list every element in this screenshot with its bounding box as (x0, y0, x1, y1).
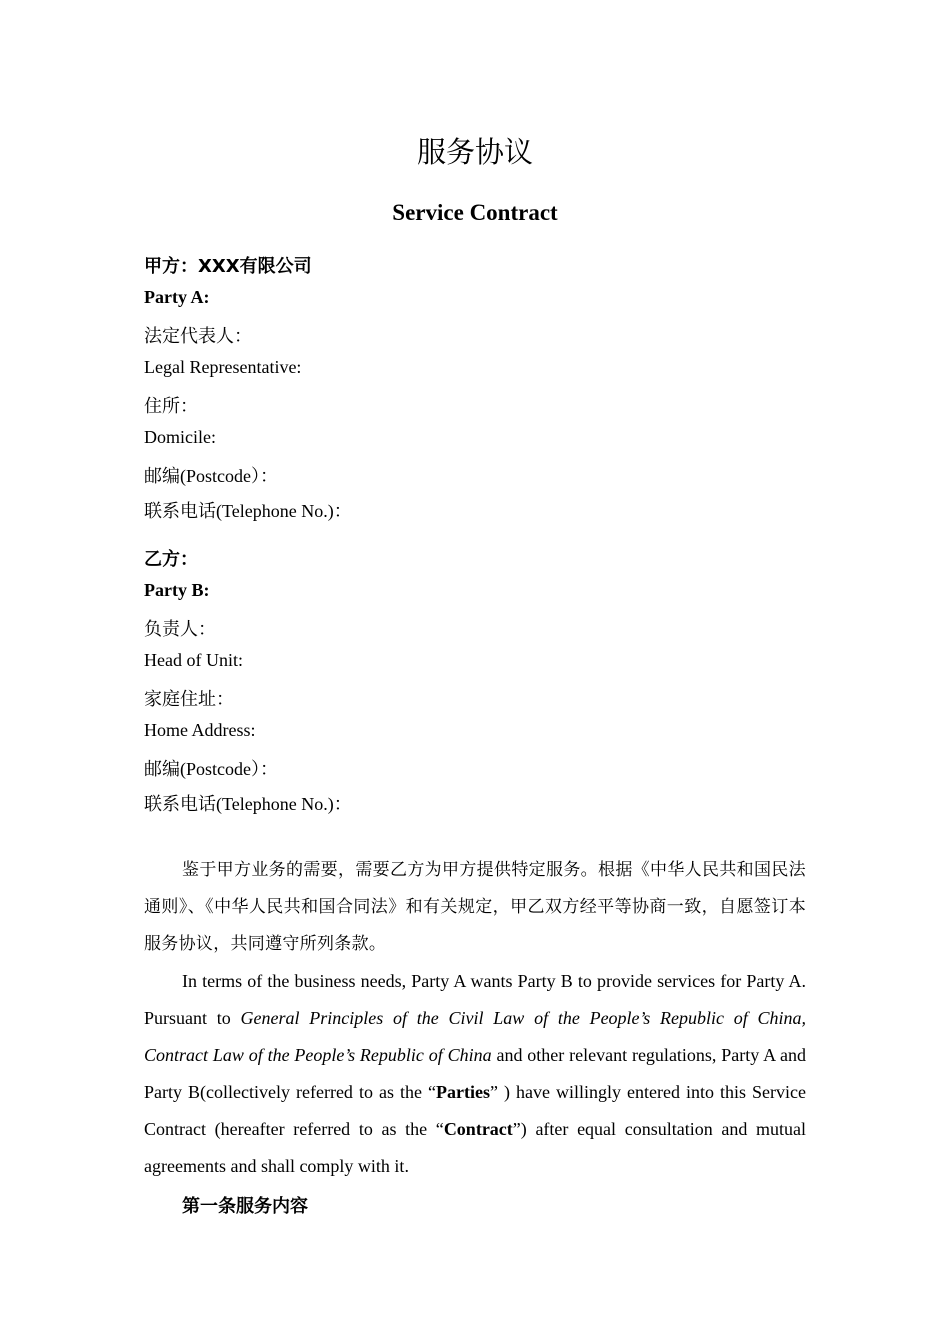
party-a-name-en: Party A: (144, 287, 210, 307)
preamble-en-part2: and other relevant regulations, Party A and Party B(collectively referred to as the “ (144, 1045, 806, 1102)
party-b-name-cn: 乙方： (144, 549, 198, 570)
preamble-en-law1: General Principles of the Civil Law of the People’s Republic of China (240, 1008, 802, 1028)
document-title-en: Service Contract (392, 200, 558, 225)
preamble-en-law2: Contract Law of the People’s Republic of China (144, 1045, 492, 1065)
article-1-title: 第一条服务内容 (182, 1196, 308, 1217)
party-a-postcode: 邮编(Postcode）： (144, 466, 278, 486)
party-a-domicile-cn: 住所： (144, 396, 198, 417)
preamble-en (144, 963, 806, 1185)
party-a-domicile-en: Domicile: (144, 427, 216, 447)
party-b-address-cn: 家庭住址： (144, 689, 234, 710)
preamble-en-part3: ” ) have willingly entered into this Service Contract (hereafter referred to as the “ (144, 1082, 806, 1139)
party-a-name-cn: 甲方：XXX有限公司 (144, 256, 312, 277)
party-a-rep-en: Legal Representative: (144, 357, 302, 377)
party-b-name-en: Party B: (144, 580, 210, 600)
party-a-telephone: 联系电话(Telephone No.)： (144, 501, 352, 521)
preamble-cn: 鉴于甲方业务的需要，需要乙方为甲方提供特定服务。根据《中华人民共和国民法通则》、《中华人民共和国合同法》和有关规定，甲乙双方经平等协商一致，自愿签订本服务协议，共同遵守所列条款。 (144, 860, 806, 954)
party-b-head-cn: 负责人： (144, 619, 216, 640)
preamble-en-sep: , (801, 1008, 806, 1028)
party-b-head-en: Head of Unit: (144, 650, 243, 670)
document-title-cn: 服务协议 (416, 135, 533, 169)
preamble-en-contract: Contract (443, 1119, 513, 1139)
preamble-en-part1: In terms of the business needs, Party A wants Party B to provide services for Party A. Pursuant to (144, 971, 806, 1028)
party-b-address-en: Home Address: (144, 720, 256, 740)
party-b-telephone: 联系电话(Telephone No.)： (144, 794, 352, 814)
preamble-en-part4: ”) after equal consultation and mutual agreements and shall comply with it. (144, 1119, 806, 1176)
party-b-postcode: 邮编(Postcode）： (144, 759, 278, 779)
preamble-en-parties: Parties (435, 1082, 490, 1102)
party-a-rep-cn: 法定代表人： (144, 326, 252, 347)
